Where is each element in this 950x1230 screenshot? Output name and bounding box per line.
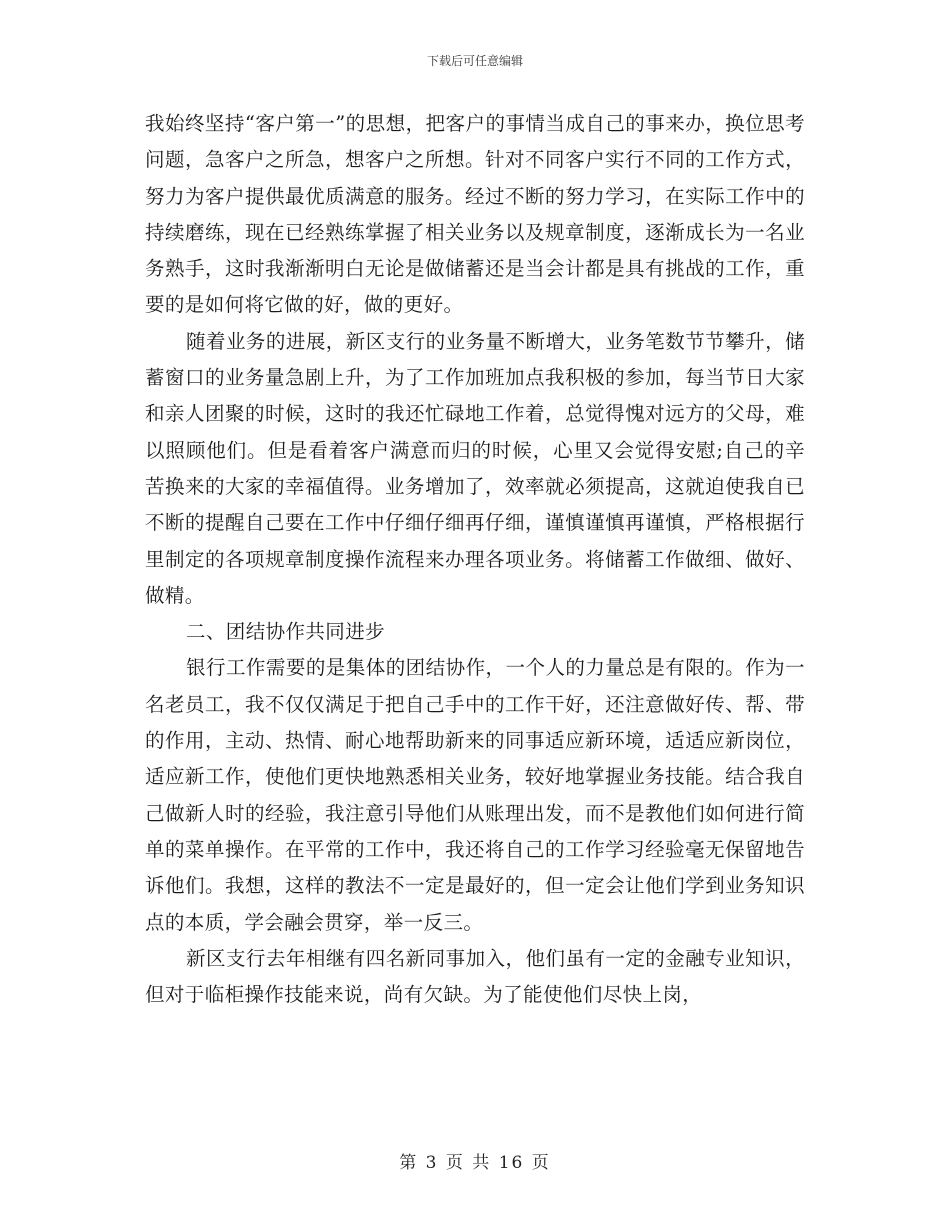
paragraph-3: 银行工作需要的是集体的团结协作，一个人的力量总是有限的。作为一名老员工，我不仅仅满足于把自己手中的工作干好，还注意做好传、帮、带的作用，主动、热情、耐心地帮助新来的同事适应新环境，适适应新岗位，适应新工作，使他们更快地熟悉相关业务，较好地掌握业务技能。结合我自己做新人时的经验，我注意引导他们从账理出发，而不是教他们如何进行简单的菜单操作。在平常的工作中，我还将自己的工作学习经验毫无保留地告诉他们。我想，这样的教法不一定是最好的，但一定会让他们学到业务知识点的本质，学会融会贯穿，举一反三。 [145, 656, 805, 934]
paragraph-1: 我始终坚持“客户第一”的思想，把客户的事情当成自己的事来办，换位思考问题，急客户之所急，想客户之所想。针对不同客户实行不同的工作方式，努力为客户提供最优质满意的服务。经过不断的努力学习，在实际工作中的持续磨练，现在已经熟练掌握了相关业务以及规章制度，逐渐成长为一名业务熟手，这时我渐渐明白无论是做储蓄还是当会计都是具有挑战的工作，重要的是如何将它做的好，做的更好。 [145, 112, 805, 317]
page-header: 下载后可任意编辑 [426, 54, 523, 68]
page-footer: 第 3 页 共 16 页 [399, 1153, 551, 1173]
paragraph-4: 新区支行去年相继有四名新同事加入，他们虽有一定的金融专业知识，但对于临柜操作技能来说，尚有欠缺。为了能使他们尽快上岗， [145, 946, 805, 1007]
paragraph-2: 随着业务的进展，新区支行的业务量不断增大，业务笔数节节攀升，储蓄窗口的业务量急剧上升，为了工作加班加点我积极的参加，每当节日大家和亲人团聚的时候，这时的我还忙碌地工作着，总觉得愧对远方的父母，难以照顾他们。但是看着客户满意而归的时候，心里又会觉得安慰;自己的辛苦换来的大家的幸福值得。业务增加了，效率就必须提高，这就迫使我自已不断的提醒自己要在工作中仔细仔细再仔细，谨慎谨慎再谨慎，严格根据行里制定的各项规章制度操作流程来办理各项业务。将储蓄工作做细、做好、做精。 [145, 329, 805, 607]
document-body [145, 106, 805, 1013]
section-heading: 二、团结协作共同进步 [186, 620, 386, 644]
